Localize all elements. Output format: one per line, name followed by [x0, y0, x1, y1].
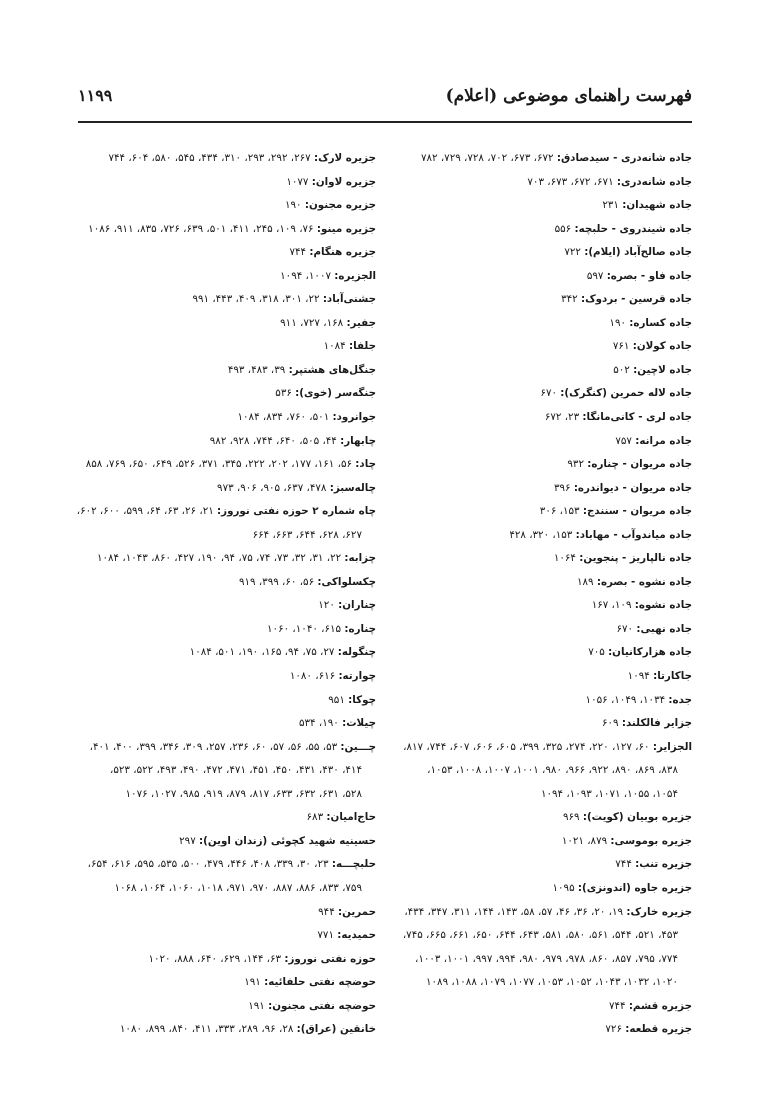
- index-term: جاده میاندوآب - مهاباد:: [575, 528, 692, 541]
- index-entry-continuation: [56, 877, 376, 901]
- index-entry: [56, 571, 376, 595]
- index-entry: [372, 877, 692, 901]
- page-refs: ۱۵۳، ۳۰۶: [539, 505, 580, 518]
- page-refs: ۲۹۷: [179, 834, 196, 847]
- index-entry: [372, 171, 692, 195]
- page-refs: ۶۰۹: [601, 717, 619, 730]
- index-entry: [56, 500, 376, 524]
- index-term: چوارته:: [338, 670, 376, 683]
- index-entry: [372, 594, 692, 618]
- index-term: چوکا:: [348, 693, 376, 706]
- index-term: جزیره لاوان:: [311, 175, 376, 188]
- index-term: جاده قرسین - بردوک:: [580, 293, 692, 306]
- page-refs: ۷۴۴: [608, 999, 626, 1012]
- index-term: جنگه‌سر (خوی):: [295, 387, 376, 400]
- index-entry: [372, 901, 692, 925]
- page-refs: ۱۲۰: [318, 599, 335, 612]
- index-term: جزیره جاوه (اندونزی):: [577, 881, 692, 894]
- index-entry: [56, 477, 376, 501]
- page-refs: ۱۹۰، ۵۳۴: [299, 717, 339, 730]
- index-term: جاده شیندروی - حلبچه:: [574, 222, 692, 235]
- page-refs: ۱۰۵۴، ۱۰۵۵، ۱۰۷۱، ۱۰۹۳، ۱۰۹۴: [540, 787, 678, 800]
- page-refs: ۷۷۴، ۷۹۵، ۸۵۷، ۸۶۰، ۹۷۸، ۹۷۹، ۹۸۰، ۹۹۴، ۹۹۷، ۱۰۰۱، ۱۰۰۳،: [414, 952, 678, 965]
- page-refs: ۱۰۲۰، ۱۰۳۲، ۱۰۴۳، ۱۰۵۲، ۱۰۵۳، ۱۰۷۷، ۱۰۷۹، ۱۰۸۸، ۱۰۸۹: [426, 976, 678, 989]
- index-entry: [56, 382, 376, 406]
- index-entry: [56, 430, 376, 454]
- index-entry: [56, 288, 376, 312]
- index-entry: [56, 1018, 376, 1042]
- index-entry-continuation: [56, 783, 376, 807]
- index-term: چاله‌سبز:: [329, 481, 376, 494]
- index-entry: [56, 265, 376, 289]
- index-entry: [56, 312, 376, 336]
- index-entry: [372, 359, 692, 383]
- index-entry: [56, 453, 376, 477]
- page-refs: ۷۶، ۱۰۹، ۲۴۵، ۴۱۱، ۵۰۱، ۶۳۹، ۷۲۶، ۸۳۵، ۹۱۱، ۱۰۸۶: [88, 222, 314, 235]
- page-refs: ۱۸۹: [576, 575, 594, 588]
- index-entry: [372, 241, 692, 265]
- index-entry-continuation: [372, 948, 692, 972]
- index-entry: [56, 712, 376, 736]
- page-refs: ۹۳۲: [567, 458, 584, 471]
- index-entry: [56, 806, 376, 830]
- page-refs: ۲۲، ۳۱، ۳۲، ۷۳، ۷۴، ۷۵، ۹۴، ۱۹۰، ۴۲۷، ۸۶۰، ۱۰۴۳، ۱۰۸۴: [96, 552, 342, 565]
- index-entry: [372, 736, 692, 760]
- index-term: الجزیره:: [334, 269, 376, 282]
- page-refs: ۷۴۴: [289, 246, 307, 259]
- page-refs: ۴۱۴، ۴۳۰، ۴۳۱، ۴۵۰، ۴۵۱، ۴۷۱، ۴۷۲، ۴۹۰، ۴۹۳، ۵۲۲، ۵۲۳،: [110, 764, 362, 777]
- index-entry: [372, 712, 692, 736]
- index-term: جاده هزارکانیان:: [608, 646, 692, 659]
- index-entry: [372, 689, 692, 713]
- page-refs: ۵۳، ۵۵، ۵۶، ۵۷، ۶۰، ۲۳۶، ۲۵۷، ۳۰۹، ۳۴۶، ۳۹۹، ۴۰۰، ۴۰۱،: [89, 740, 338, 753]
- page-refs: ۱۰۹، ۱۶۷: [591, 599, 632, 612]
- index-term: جاده نشوه:: [634, 599, 692, 612]
- page-number: ۱۱۹۹: [78, 86, 113, 105]
- index-entry: [56, 618, 376, 642]
- index-entry: [56, 594, 376, 618]
- index-entry: [56, 830, 376, 854]
- index-term: جزایر فالکلند:: [621, 717, 692, 730]
- index-term: جاده مریوان - چناره:: [587, 458, 692, 471]
- index-term: جاده شانه‌دری:: [616, 175, 692, 188]
- index-term: چاد:: [355, 458, 376, 471]
- page-refs: ۷۰۵: [588, 646, 605, 659]
- page-header: [78, 86, 692, 116]
- page-refs: ۲۷، ۷۵، ۹۴، ۱۶۵، ۱۹۰، ۵۰۱، ۱۰۸۴: [189, 646, 335, 659]
- page-refs: ۵۶، ۶۰، ۳۹۹، ۹۱۹: [238, 575, 315, 588]
- index-term: جفیر:: [346, 316, 376, 329]
- index-entry: [372, 571, 692, 595]
- page-refs: ۵۲۸، ۶۳۱، ۶۳۲، ۶۳۳، ۸۱۷، ۸۷۹، ۹۱۹، ۹۸۵، ۱۰۲۷، ۱۰۷۶: [125, 787, 362, 800]
- page-refs: ۶۷۰: [540, 387, 558, 400]
- index-entry: [372, 1018, 692, 1042]
- page-refs: ۲۸، ۹۶، ۲۸۹، ۳۳۳، ۴۱۱، ۸۴۰، ۸۹۹، ۱۰۸۰: [119, 1023, 294, 1036]
- index-term: چزابه:: [344, 552, 376, 565]
- page-refs: ۶۰، ۱۲۷، ۲۲۰، ۲۷۴، ۳۲۵، ۳۹۹، ۶۰۵، ۶۰۶، ۶۰۷، ۷۴۴، ۸۱۷،: [403, 740, 650, 753]
- page-refs: ۶۷۰: [616, 622, 634, 635]
- index-entry: [56, 147, 376, 171]
- page-refs: ۶۲۷، ۶۲۸، ۶۴۴، ۶۶۳، ۶۶۴: [252, 528, 362, 541]
- index-term: جزیره لارک:: [313, 152, 376, 164]
- index-entry: [372, 382, 692, 406]
- index-term: حوضچه نفتی حلفائیه:: [264, 976, 376, 989]
- index-term: جاده نهبی:: [636, 622, 692, 635]
- page-refs: ۱۰۹۵: [552, 881, 575, 894]
- page-refs: ۵۳۶: [275, 387, 292, 400]
- index-entry: [372, 500, 692, 524]
- index-term: جاده کساره:: [629, 316, 692, 329]
- index-entry: [56, 241, 376, 265]
- page-refs: ۱۰۹۴: [627, 670, 650, 683]
- index-entry: [56, 924, 376, 948]
- index-term: جاده مریوان - سنندج:: [582, 505, 692, 518]
- index-term: جزیره مجنون:: [304, 199, 376, 212]
- index-entry: [56, 406, 376, 430]
- index-entry: [372, 618, 692, 642]
- index-entry: [56, 194, 376, 218]
- index-entry: [56, 901, 376, 925]
- index-entry: [56, 736, 376, 760]
- page-refs: ۴۷۸، ۶۳۷، ۹۰۵، ۹۰۶، ۹۷۳: [217, 481, 327, 494]
- index-entry: [372, 641, 692, 665]
- index-entry: [372, 312, 692, 336]
- page-refs: ۱۹۰: [285, 199, 302, 212]
- index-term: جزیره قطعه:: [625, 1023, 692, 1036]
- index-entry-continuation: [372, 783, 692, 807]
- page-refs: ۴۴، ۵۰۵، ۶۴۰، ۷۴۴، ۹۲۸، ۹۸۲: [209, 434, 337, 447]
- index-entry-continuation: [372, 759, 692, 783]
- running-title: فهرست راهنمای موضوعی (اعلام): [445, 86, 692, 106]
- index-term: جزیره قشم:: [628, 999, 692, 1012]
- index-term: چیلات:: [342, 717, 376, 730]
- index-entry: [372, 453, 692, 477]
- page-refs: ۶۳، ۱۴۴، ۶۲۹، ۶۴۰، ۸۸۸، ۱۰۲۰: [148, 952, 282, 965]
- page-refs: ۷۴۴: [615, 858, 632, 871]
- page-refs: ۷۶۱: [612, 340, 630, 353]
- page-refs: ۶۷۱، ۶۷۲، ۶۷۳، ۷۰۳: [527, 175, 614, 188]
- index-term: جاده لری - کانی‌مانگا:: [582, 411, 692, 424]
- page-refs: ۶۱۵، ۱۰۴۰، ۱۰۶۰: [267, 622, 342, 635]
- page-refs: ۱۰۸۴: [323, 340, 346, 353]
- page-refs: ۷۷۱: [317, 929, 334, 942]
- index-entry: [56, 547, 376, 571]
- index-term: حسینیه شهید کچوئی (زندان اوین):: [199, 834, 376, 847]
- page-refs: ۱۰۶۴: [553, 552, 576, 565]
- index-entry: [372, 806, 692, 830]
- index-term: چابهار:: [340, 434, 376, 447]
- index-entry: [372, 853, 692, 877]
- index-term: چنگوله:: [337, 646, 376, 659]
- index-entry: [372, 335, 692, 359]
- index-term: جاده کولان:: [632, 340, 692, 353]
- index-entry: [372, 547, 692, 571]
- index-term: جزیره خارک:: [626, 905, 692, 918]
- index-term: جزیره بوموسی:: [610, 834, 692, 847]
- index-term: جاکارتا:: [653, 670, 692, 683]
- page-refs: ۱۹۰: [609, 316, 627, 329]
- header-rule: [78, 121, 692, 123]
- page-refs: ۱۰۳۴، ۱۰۴۹، ۱۰۵۶: [585, 693, 666, 706]
- page-refs: ۷۲۶: [605, 1023, 622, 1036]
- index-entry: [56, 218, 376, 242]
- index-term: جاده شهیدان:: [622, 199, 692, 212]
- index-term: جشنی‌آباد:: [322, 293, 376, 306]
- index-term: چـــین:: [340, 740, 376, 753]
- index-entry: [56, 948, 376, 972]
- index-term: جده:: [668, 693, 692, 706]
- index-term: جنگل‌های هشتپر:: [288, 363, 376, 376]
- page-refs: ۴۵۳، ۵۲۱، ۵۴۴، ۵۶۱، ۵۸۰، ۵۸۱، ۶۴۳، ۶۴۴، ۶۵۰، ۶۶۱، ۶۶۵، ۷۴۵،: [402, 929, 678, 942]
- index-entry: [56, 359, 376, 383]
- index-term: چاه شماره ۲ حوزه نفتی نوروز:: [217, 505, 376, 518]
- index-entry: [56, 689, 376, 713]
- page-refs: ۷۵۹، ۸۳۳، ۸۸۶، ۸۸۷، ۹۷۰، ۹۷۱، ۱۰۱۸، ۱۰۶۰، ۱۰۶۴، ۱۰۶۸: [114, 881, 362, 894]
- page-refs: ۵۶، ۱۶۱، ۱۷۷، ۲۰۲، ۲۲۲، ۳۴۵، ۳۷۱، ۵۲۶، ۶۴۹، ۶۵۰، ۷۶۹، ۸۵۸: [85, 458, 353, 471]
- page-refs: ۱۰۰۷، ۱۰۹۴: [280, 269, 332, 282]
- index-term: جاده شانه‌دری - سیدصادق:: [556, 152, 692, 164]
- index-entry: [372, 524, 692, 548]
- page-refs: ۸۷۹، ۱۰۲۱: [561, 834, 608, 847]
- page-refs: ۶۱۶، ۱۰۸۰: [289, 670, 336, 683]
- page-refs: ۹۴۴: [318, 905, 335, 918]
- index-entry: [56, 641, 376, 665]
- page-refs: ۲۶۷، ۲۹۲، ۲۹۳، ۳۱۰، ۴۳۴، ۵۴۵، ۵۸۰، ۶۰۴، ۷۴۴: [108, 152, 311, 164]
- page-refs: ۵۰۲: [613, 363, 630, 376]
- index-term: جزیره مینو:: [316, 222, 376, 235]
- index-entry: [56, 665, 376, 689]
- index-entry-continuation: [372, 924, 692, 948]
- page-refs: ۸۳۸، ۸۶۹، ۸۹۰، ۹۲۲، ۹۶۶، ۹۸۰، ۱۰۰۱، ۱۰۰۷، ۱۰۰۸، ۱۰۵۳،: [427, 764, 678, 777]
- index-entry-continuation: [56, 524, 376, 548]
- page-refs: ۲۲، ۳۰۱، ۳۱۸، ۴۰۹، ۴۴۳، ۹۹۱: [192, 293, 320, 306]
- index-entry: [372, 147, 692, 171]
- index-entry: [372, 218, 692, 242]
- page-refs: ۱۰۷۷: [286, 175, 309, 188]
- page-refs: ۲۳۱: [602, 199, 619, 212]
- index-term: جاده مرانه:: [635, 434, 692, 447]
- index-entry: [372, 477, 692, 501]
- index-entry: [56, 853, 376, 877]
- page-refs: ۳۹۶: [553, 481, 571, 494]
- index-entry: [372, 430, 692, 454]
- index-term: حلبچـــه:: [331, 858, 376, 871]
- index-entry: [372, 288, 692, 312]
- index-term: حمیدیه:: [337, 929, 376, 942]
- page-refs: ۵۰۱، ۷۶۰، ۸۳۴، ۱۰۸۴: [237, 411, 330, 424]
- page-refs: ۶۸۳: [306, 811, 324, 824]
- index-column-right: [372, 147, 692, 1042]
- page-refs: ۷۵۷: [615, 434, 632, 447]
- page-refs: ۱۶۸، ۷۲۷، ۹۱۱: [280, 316, 344, 329]
- index-term: جزیره تنب:: [635, 858, 692, 871]
- index-term: حمرین:: [338, 905, 376, 918]
- index-term: جوانرود:: [332, 411, 376, 424]
- index-term: جاده مریوان - دیواندره:: [573, 481, 692, 494]
- index-term: خانقین (عراق):: [296, 1023, 376, 1036]
- index-term: حاج‌امیان:: [326, 811, 376, 824]
- index-term: چناره:: [344, 622, 376, 635]
- index-entry-continuation: [372, 971, 692, 995]
- page-refs: ۲۱، ۲۶، ۶۳، ۶۴، ۵۹۹، ۶۰۰، ۶۰۲،: [76, 505, 214, 518]
- index-entry: [56, 171, 376, 195]
- page-refs: ۳۹، ۴۸۳، ۴۹۳: [227, 363, 286, 376]
- page-refs: ۹۶۹: [562, 811, 580, 824]
- index-entry: [372, 265, 692, 289]
- index-entry: [56, 995, 376, 1019]
- index-term: جاده لاچین:: [633, 363, 692, 376]
- index-term: جاده نشوه - بصره:: [596, 575, 692, 588]
- index-term: حوضچه نفتی مجنون:: [268, 999, 376, 1012]
- page-refs: ۲۳، ۳۰، ۳۳۹، ۴۰۸، ۴۴۶، ۴۷۹، ۵۰۰، ۵۳۵، ۵۹۵، ۶۱۶، ۶۵۴،: [87, 858, 329, 871]
- index-term: چناران:: [338, 599, 376, 612]
- index-column-left: [56, 147, 376, 1042]
- page-refs: ۱۵۳، ۳۲۰، ۴۲۸: [509, 528, 573, 541]
- index-entry-continuation: [56, 759, 376, 783]
- index-term: چکسلواکی:: [317, 575, 376, 588]
- page-refs: ۵۵۶: [554, 222, 572, 235]
- index-term: جلفا:: [348, 340, 376, 353]
- index-entry: [372, 830, 692, 854]
- index-term: جزیره هنگام:: [309, 246, 376, 259]
- page-refs: ۵۹۷: [586, 269, 604, 282]
- index-entry: [372, 406, 692, 430]
- index-term: جاده صالح‌آباد (ایلام):: [584, 246, 692, 259]
- page-refs: ۶۷۲، ۶۷۳، ۷۰۲، ۷۲۸، ۷۲۹، ۷۸۲: [420, 152, 554, 164]
- index-entry: [56, 335, 376, 359]
- index-term: جزیره بوبیان (کویت):: [582, 811, 692, 824]
- index-entry: [372, 665, 692, 689]
- index-entry: [372, 995, 692, 1019]
- page-refs: ۱۹۱: [248, 999, 265, 1012]
- index-entry: [56, 971, 376, 995]
- index-entry: [372, 194, 692, 218]
- index-term: جاده لاله حمرین (کنگرک):: [560, 387, 692, 400]
- page-refs: ۲۳، ۶۷۲: [544, 411, 580, 424]
- index-term: جاده فاو - بصره:: [606, 269, 692, 282]
- index-term: حوزه نفتی نوروز:: [284, 952, 376, 965]
- page-refs: ۷۲۲: [564, 246, 581, 259]
- page-refs: ۱۹۱: [244, 976, 261, 989]
- page-refs: ۱۹، ۲۰، ۳۶، ۴۶، ۵۷، ۵۸، ۱۴۳، ۱۴۴، ۳۱۱، ۳۴۷، ۴۳۴،: [404, 905, 624, 918]
- index-term: جاده نالپاریز - پنجوین:: [579, 552, 692, 565]
- page-refs: ۹۵۱: [328, 693, 345, 706]
- page-refs: ۳۴۲: [561, 293, 578, 306]
- index-term: الجزایر:: [652, 740, 692, 753]
